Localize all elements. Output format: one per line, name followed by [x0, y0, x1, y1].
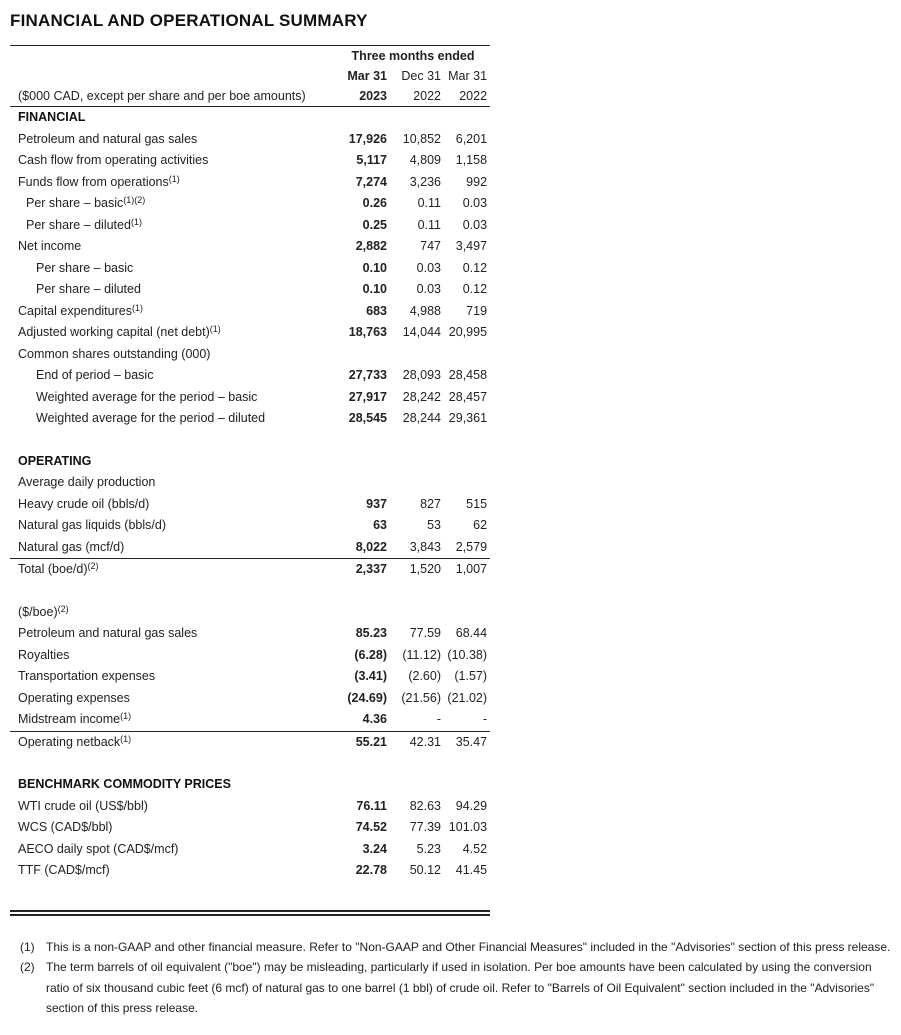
- cell-value: 20,995: [448, 325, 488, 340]
- footnote-ref: (1): [120, 733, 132, 744]
- table-row: [10, 236, 490, 258]
- cell-value: 4,809: [409, 153, 441, 168]
- cell-value: 2,882: [355, 239, 387, 254]
- cell-value: 0.10: [362, 260, 387, 275]
- cell-value: 3,843: [390, 537, 444, 559]
- row-label: Cash flow from operating activities: [18, 153, 209, 168]
- row-label: WCS (CAD$/bbl): [18, 820, 113, 835]
- footnote-ref: (1): [130, 216, 142, 227]
- cell-value: (10.38): [447, 647, 488, 662]
- row-label: WTI crude oil (US$/bbl): [18, 798, 148, 813]
- cell-value: 4,988: [409, 303, 441, 318]
- cell-value: 747: [420, 239, 441, 254]
- units-label: ($000 CAD, except per share and per boe amounts): [10, 86, 336, 107]
- cell-value: (3.41): [354, 669, 387, 684]
- column-year: 2023: [336, 86, 390, 107]
- cell-value: 937: [366, 496, 387, 511]
- period-label: Three months ended: [336, 46, 490, 67]
- table-row: [10, 365, 490, 387]
- row-label: Operating expenses: [18, 690, 130, 705]
- footnote-ref: (1)(2): [123, 195, 146, 206]
- table-row: [10, 796, 490, 818]
- cell-value: 4.52: [462, 841, 488, 856]
- cell-value: 0.10: [362, 282, 387, 297]
- cell-value: 27,733: [348, 368, 387, 383]
- footnote-number: (1): [20, 940, 35, 954]
- cell-value: 35.47: [455, 734, 488, 749]
- row-label: Natural gas (mcf/d): [18, 539, 125, 554]
- cell-value: [336, 344, 390, 366]
- footnote-ref: (1): [120, 711, 132, 722]
- cell-value: 1,520: [409, 562, 441, 577]
- cell-value: 2,579: [444, 537, 490, 559]
- column-month: Mar 31: [448, 68, 488, 83]
- cell-value: 28,545: [348, 411, 387, 426]
- cell-value: -: [444, 709, 490, 731]
- footnote-item: [20, 937, 898, 957]
- row-label: Common shares outstanding (000): [18, 346, 211, 361]
- cell-value: 6,201: [455, 131, 488, 146]
- table-row: [10, 623, 490, 645]
- cell-value: 22.78: [355, 863, 387, 878]
- row-label: Per share – diluted: [26, 217, 131, 232]
- cell-value: (11.12): [402, 647, 441, 662]
- row-label: Weighted average for the period – diluted: [36, 411, 266, 426]
- row-label: TTF (CAD$/mcf): [18, 863, 110, 878]
- table-row: [10, 666, 490, 688]
- row-label: Total (boe/d): [18, 562, 88, 577]
- cell-value: 719: [466, 303, 488, 318]
- section-heading-row: [10, 107, 490, 129]
- row-label: Transportation expenses: [18, 669, 156, 684]
- subheading-production: Average daily production: [18, 475, 156, 490]
- cell-value: 992: [466, 174, 488, 189]
- section-heading-per-boe: ($/boe): [18, 604, 58, 619]
- cell-value: 515: [466, 496, 488, 511]
- table-row: [10, 301, 490, 323]
- header-row-period: [10, 46, 490, 67]
- row-label: Per share – diluted: [36, 282, 141, 297]
- table-row: [10, 193, 490, 215]
- table-row: [10, 344, 490, 366]
- cell-value: (24.69): [347, 690, 387, 705]
- column-year: 2022: [444, 86, 490, 107]
- cell-value: 63: [373, 518, 387, 533]
- spacer-row: [10, 753, 490, 774]
- table-row: [10, 839, 490, 861]
- cell-value: (2.60): [408, 669, 441, 684]
- table-row: [10, 472, 490, 494]
- row-label: Petroleum and natural gas sales: [18, 131, 198, 146]
- table-row: [10, 709, 490, 731]
- cell-value: 76.11: [356, 798, 387, 813]
- cell-value: 18,763: [348, 325, 387, 340]
- table-row: [10, 150, 490, 172]
- row-label: Adjusted working capital (net debt): [18, 325, 210, 340]
- cell-value: 82.63: [409, 798, 441, 813]
- cell-value: 683: [366, 303, 387, 318]
- cell-value: 94.29: [455, 798, 488, 813]
- table-row: [10, 408, 490, 430]
- table-row: [10, 817, 490, 839]
- column-year: 2022: [390, 86, 444, 107]
- table-row: [10, 494, 490, 516]
- cell-value: 3.24: [362, 841, 387, 856]
- row-label: Per share – basic: [36, 260, 134, 275]
- cell-value: -: [390, 709, 444, 731]
- page-title: FINANCIAL AND OPERATIONAL SUMMARY: [10, 11, 368, 30]
- footnote-ref: (2): [87, 561, 99, 572]
- table-row: [10, 645, 490, 667]
- cell-value: 28,458: [448, 368, 488, 383]
- column-month: Dec 31: [401, 68, 441, 83]
- cell-value: 0.03: [462, 196, 488, 211]
- cell-value: 77.39: [409, 820, 441, 835]
- table-row: [10, 860, 490, 882]
- table-row: [10, 172, 490, 194]
- cell-value: 2,337: [355, 562, 387, 577]
- cell-value: 0.11: [417, 196, 441, 211]
- footnote-number: (2): [20, 960, 35, 975]
- cell-value: 7,274: [355, 174, 387, 189]
- row-label: Funds flow from operations: [18, 174, 169, 189]
- summary-table: [10, 45, 490, 882]
- cell-value: 0.25: [362, 217, 387, 232]
- row-label: Natural gas liquids (bbls/d): [18, 518, 166, 533]
- cell-value: 0.12: [462, 282, 488, 297]
- cell-value: 28,242: [402, 389, 441, 404]
- footnote-ref: (1): [168, 173, 180, 184]
- row-label: Royalties: [18, 647, 70, 662]
- table-row: [10, 279, 490, 301]
- row-label: AECO daily spot (CAD$/mcf): [18, 841, 179, 856]
- table-row: [10, 537, 490, 559]
- cell-value: 8,022: [336, 537, 390, 559]
- row-label: Weighted average for the period – basic: [36, 389, 258, 404]
- cell-value: 29,361: [448, 411, 488, 426]
- cell-value: 101.03: [448, 820, 488, 835]
- cell-value: 1,007: [455, 562, 488, 577]
- row-label: Heavy crude oil (bbls/d): [18, 496, 150, 511]
- cell-value: 74.52: [355, 820, 387, 835]
- section-heading-benchmark: BENCHMARK COMMODITY PRICES: [18, 777, 231, 792]
- row-label: Operating netback: [18, 734, 121, 749]
- footnotes: [20, 937, 898, 1018]
- cell-value: 14,044: [402, 325, 441, 340]
- section-heading-financial: FINANCIAL: [18, 110, 86, 125]
- table-row: [10, 515, 490, 537]
- section-heading-operating: OPERATING: [18, 453, 92, 468]
- cell-value: 42.31: [409, 734, 441, 749]
- cell-value: 0.03: [462, 217, 488, 232]
- table-row-total: [10, 731, 490, 753]
- cell-value: 0.11: [417, 217, 441, 232]
- footnote-item: [20, 957, 898, 1018]
- table-end-double-rule: [10, 910, 490, 916]
- table-row: [10, 387, 490, 409]
- table-row-total: [10, 559, 490, 581]
- cell-value: (21.02): [447, 690, 488, 705]
- table-row: [10, 322, 490, 344]
- cell-value: 85.23: [355, 626, 387, 641]
- table-row: [10, 129, 490, 151]
- cell-value: 5,117: [356, 153, 387, 168]
- footnote-text: The term barrels of oil equivalent ("boe") may be misleading, particularly if used in isolation. Per boe amounts have been calculated by using the conversion ratio of six thousand cubic feet (6 mcf) of natural gas to one barrel (1 bbl) of crude oil. Refer to "Barrels of Oil Equivalent" section included in the "Advisories" section of this press release.: [46, 960, 875, 1015]
- row-label: Petroleum and natural gas sales: [18, 626, 198, 641]
- cell-value: 27,917: [348, 389, 387, 404]
- footnote-text: This is a non-GAAP and other financial measure. Refer to "Non-GAAP and Other Financial Measures" included in the "Advisories" section of this press release.: [46, 940, 891, 954]
- cell-value: 28,093: [402, 368, 441, 383]
- cell-value: (6.28): [354, 647, 387, 662]
- cell-value: 0.26: [362, 196, 387, 211]
- cell-value: 1,158: [455, 153, 488, 168]
- cell-value: 827: [420, 496, 441, 511]
- section-heading-row: [10, 602, 490, 624]
- spacer-row: [10, 430, 490, 451]
- table-row: [10, 215, 490, 237]
- cell-value: 3,236: [409, 174, 441, 189]
- row-label: Net income: [18, 239, 82, 254]
- footnote-ref: (2): [57, 603, 69, 614]
- cell-value: 4.36: [336, 709, 390, 731]
- cell-value: 55.21: [355, 734, 387, 749]
- cell-value: 41.45: [455, 863, 488, 878]
- table-row: [10, 688, 490, 710]
- cell-value: 50.12: [409, 863, 441, 878]
- footnote-ref: (1): [209, 324, 221, 335]
- header-row-year: [10, 86, 490, 107]
- row-label: Capital expenditures: [18, 303, 132, 318]
- cell-value: 0.03: [416, 260, 441, 275]
- row-label: Midstream income: [18, 712, 121, 727]
- cell-value: 62: [473, 518, 488, 533]
- section-heading-row: [10, 774, 490, 796]
- cell-value: 3,497: [455, 239, 488, 254]
- cell-value: 28,244: [402, 411, 441, 426]
- cell-value: 5.23: [416, 841, 441, 856]
- cell-value: (1.57): [454, 669, 488, 684]
- column-month: Mar 31: [347, 68, 387, 83]
- cell-value: 0.12: [462, 260, 488, 275]
- cell-value: 10,852: [402, 131, 441, 146]
- row-label: End of period – basic: [36, 368, 154, 383]
- cell-value: 0.03: [416, 282, 441, 297]
- row-label: Per share – basic: [26, 196, 124, 211]
- cell-value: [390, 344, 444, 366]
- cell-value: 68.44: [455, 626, 488, 641]
- header-row-month: [10, 66, 490, 86]
- cell-value: [444, 344, 490, 366]
- spacer-row: [10, 581, 490, 602]
- cell-value: 28,457: [448, 389, 488, 404]
- footnote-ref: (1): [131, 302, 143, 313]
- cell-value: 17,926: [348, 131, 387, 146]
- cell-value: (21.56): [401, 690, 441, 705]
- cell-value: 77.59: [409, 626, 441, 641]
- table-row: [10, 258, 490, 280]
- section-heading-row: [10, 451, 490, 473]
- cell-value: 53: [427, 518, 441, 533]
